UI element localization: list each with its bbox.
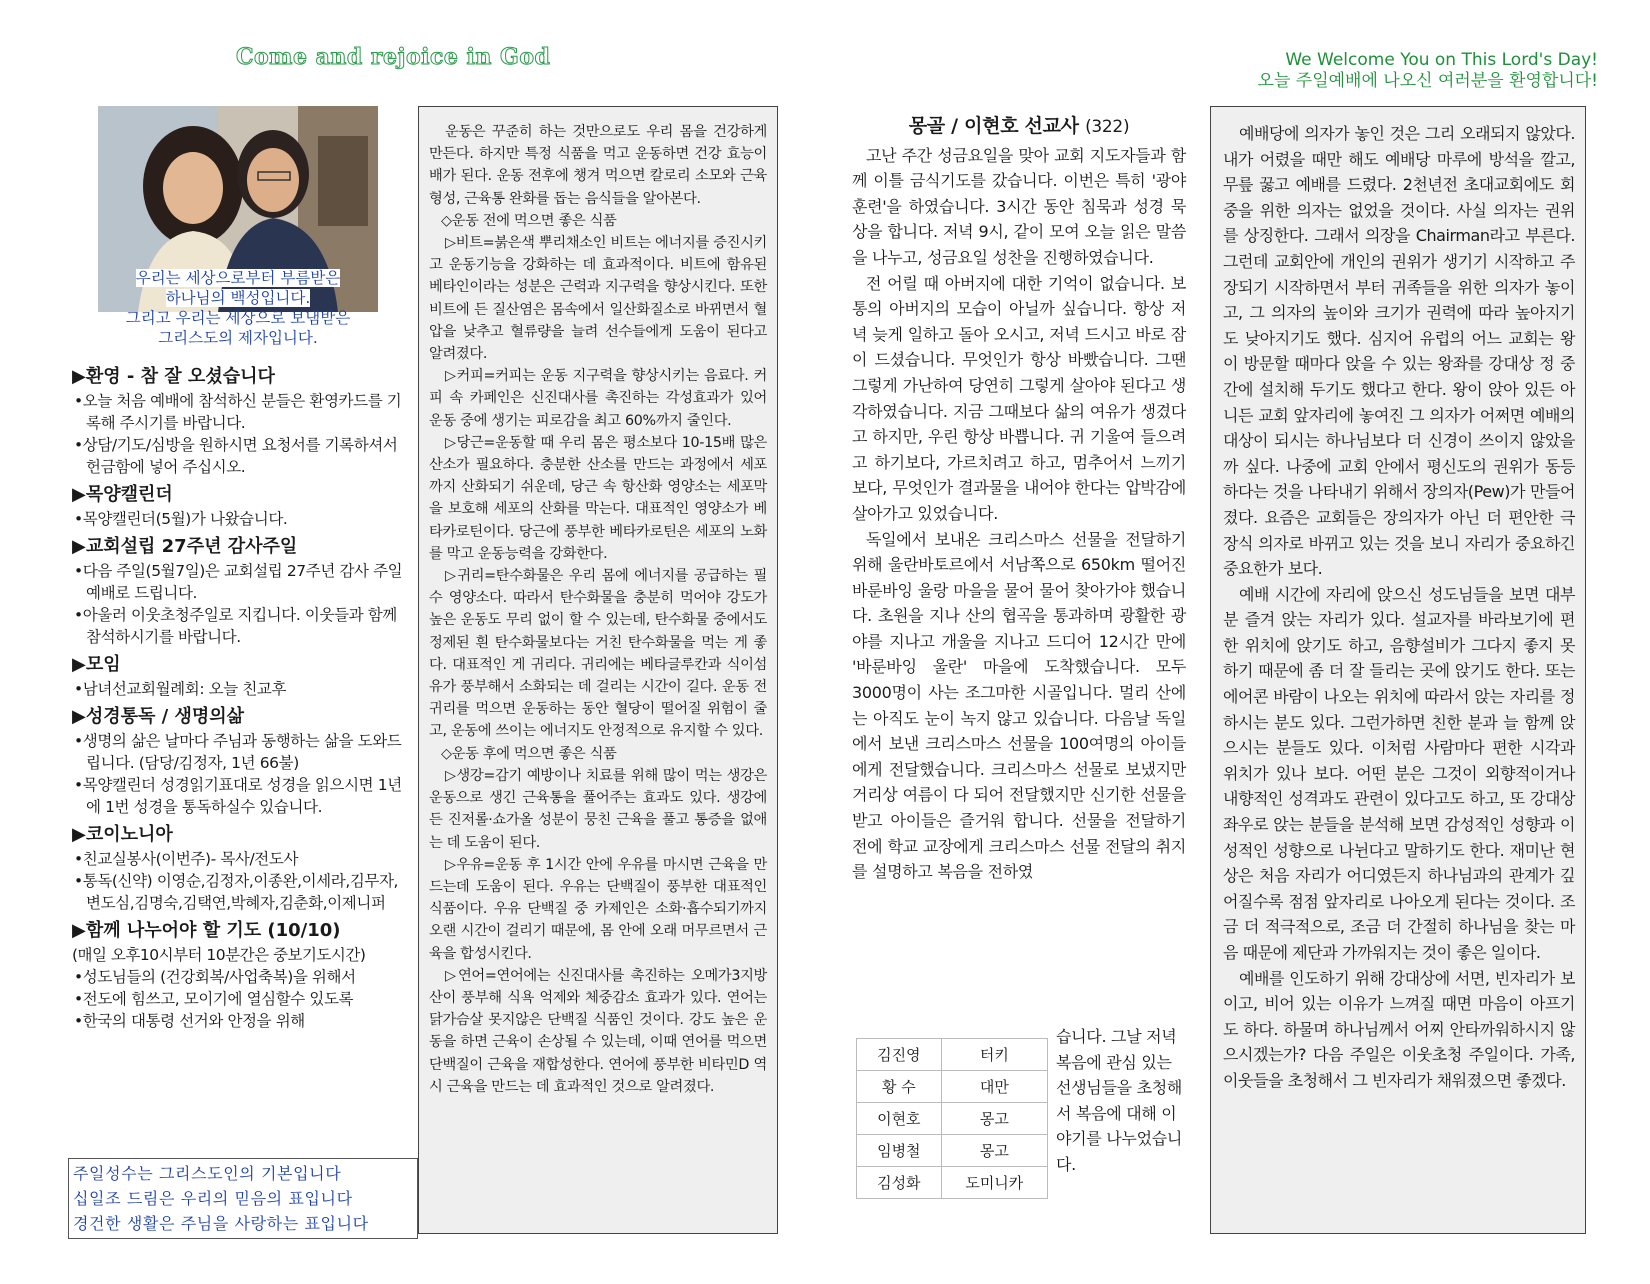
announcement-item: •아울러 이웃초청주일로 지킵니다. 이웃들과 함께 참석하시기를 바랍니다. <box>74 606 397 646</box>
article-subheading: ◇운동 후에 먹으면 좋은 식품 <box>441 745 617 762</box>
announcement-item: •상담/기도/심방을 원하시면 요청서를 기록하셔서 헌금함에 넣어 주십시오. <box>74 436 398 476</box>
announcements <box>72 360 412 1032</box>
article-paragraph: ▷생강=감기 예방이나 치료를 위해 많이 먹는 생강은 운동으로 생긴 근육통을 풀어주는 효과도 있다. 생강에 든 진저롤·쇼가올 성분이 뭉친 근육을 풀고 통증을 없애는 데 도움이 된다. <box>429 767 767 851</box>
article-paragraph: ▷커피=커피는 운동 지구력을 향상시키는 음료다. 커피 속 카페인은 신진대사를 촉진하는 각성효과가 있어 운동 중에 생기는 피로감을 최고 60%까지 줄인다. <box>429 368 767 429</box>
article-paragraph: 운동은 꾸준히 하는 것만으로도 우리 몸을 건강하게 만든다. 하지만 특정 식품을 먹고 운동하면 건강 효능이 배가 된다. 운동 전후에 챙겨 먹으면 칼로리 소모와 근육 형성, 근육통 완화를 돕는 음식들을 알아본다. <box>429 124 767 207</box>
mission-number: (322) <box>1085 117 1130 137</box>
mission-title-text: 몽골 / 이현호 선교사 <box>908 115 1079 137</box>
announcement-item: •생명의 삶은 날마다 주님과 동행하는 삶을 도와드립니다. (담당/김정자, 1년 66불) <box>74 732 402 772</box>
article-paragraph: ▷우유=운동 후 1시간 안에 우유를 마시면 근육을 만드는데 도움이 된다. 우유는 단백질이 풍부한 대표적인 식품이다. 우유 단백질 중 카제인은 소화·흡수되기까지 오랜 시간이 걸리기 때문에, 몸 안에 오래 머무르면서 근육을 합성시킨다. <box>429 856 767 962</box>
food-article-box <box>418 106 778 1234</box>
mission-paragraph: 전 어릴 때 아버지에 대한 기억이 없습니다. 보통의 아버지의 모습이 아닐까 싶습니다. 항상 저녁 늦게 일하고 돌아 오시고, 저녁 드시고 바로 잠이 드셨습니다. 무엇인가 항상 바빴습니다. 그땐 그렇게 가난하여 당연히 그렇게 살아야 된다고 생각하였습니다. 지금 그때보다 삶의 여유가 생겼다고 하지만, 우린 항상 바쁩니다. 귀 기울여 들으려고 하기보다, 가르치려고 하고, 멈추어서 느끼기 보다, 무엇인가 결과물을 내어야 한다는 압박감에 살아가고 있었습니다. <box>852 273 1186 523</box>
missionary-country: 도미니카 <box>941 1167 1047 1199</box>
table-row <box>857 1071 1048 1103</box>
welcome-header <box>1258 50 1598 92</box>
mission-paragraph-end: 습니다. 그날 저녁 복음에 관심 있는 선생님들을 초청해서 복음에 대해 이야기를 나누었습니다. <box>1056 1027 1183 1174</box>
missionary-name: 황 수 <box>857 1071 942 1103</box>
prayer-item: •한국의 대통령 선거와 안정을 위해 <box>74 1012 305 1030</box>
caption-line-3: 그리고 우리는 세상으로 보냄받은 <box>125 309 351 327</box>
missionary-name: 김진영 <box>857 1039 942 1071</box>
mission-report <box>852 114 1186 885</box>
caption-line-1: 우리는 세상으로부터 부름받은 <box>135 269 341 287</box>
motto-line-1: 주일성수는 그리스도인의 기본입니다 <box>73 1164 342 1183</box>
bible-heading: ▶성경통독 / 생명의삶 <box>72 706 245 727</box>
welcome-english: We Welcome You on This Lord's Day! <box>1285 50 1598 70</box>
article-paragraph: ▷비트=붉은색 뿌리채소인 비트는 에너지를 증진시키고 운동기능을 강화하는 데 효과적이다. 비트에 함유된 베타인이라는 성분은 근력과 지구력을 향상시킨다. 또한 비트에 든 질산염은 몸속에서 일산화질소로 바뀌면서 혈압을 낮추고 혈류량을 늘려 선수들에게 도움이 된다고 알려졌다. <box>429 235 767 363</box>
article-paragraph: ▷귀리=탄수화물은 우리 몸에 에너지를 공급하는 필수 영양소다. 따라서 탄수화물을 충분히 먹어야 강도가 높은 운동도 무리 없이 할 수 있는데, 탄수화물 중에서도 정제된 흰 탄수화물보다는 거친 탄수화물을 먹는 게 좋다. 대표적인 게 귀리다. 귀리에는 베타글루칸과 식이섬유가 풍부해서 소화되는 데 걸리는 시간이 길다. 운동 전 귀리를 먹으면 운동하는 동안 혈당이 떨어질 위험이 줄고, 운동에 쓰이는 에너지도 안정적으로 유지할 수 있다. <box>429 568 767 740</box>
announcement-item: •다음 주일(5월7일)은 교회설립 27주년 감사 주일예배로 드립니다. <box>74 562 403 602</box>
article-paragraph: ▷당근=운동할 때 우리 몸은 평소보다 10-15배 많은 산소가 필요하다. 충분한 산소를 만드는 과정에서 세포까지 산화되기 쉬운데, 당근 속 항산화 영양소는 세포막을 보호해 세포의 산화를 막는다. 대표적인 영양소가 베타카로틴이다. 당근에 풍부한 베타카로틴은 세포의 노화를 막고 운동능력을 강화한다. <box>429 434 767 562</box>
prayer-item: •성도님들의 (건강회복/사업축복)을 위해서 <box>74 968 356 986</box>
column-paragraph: 예배를 인도하기 위해 강대상에 서면, 빈자리가 보이고, 비어 있는 이유가 느껴질 때면 마음이 아프기도 하다. 하물며 하나님께서 어찌 안타까워하시지 않으시겠는가? 다음 주일은 이웃초청 주일이다. 가족, 이웃들을 초청해서 그 빈자리가 채워졌으면 좋겠다. <box>1223 968 1575 1090</box>
mission-paragraph: 고난 주간 성금요일을 맞아 교회 지도자들과 함께 이틀 금식기도를 갔습니다. 이번은 특히 '광야훈련'을 하였습니다. 3시간 동안 침묵과 성경 묵상을 합니다. 저녁 9시, 같이 모여 오늘 읽은 말씀을 나누고, 성금요일 성찬을 진행하였습니다. <box>852 145 1186 267</box>
announcement-item: •통독(신약) 이영순,김정자,이종완,이세라,김무자,변도심,김명숙,김택연,박혜자,김춘화,이제니퍼 <box>74 872 399 912</box>
pastor-column-box <box>1210 106 1586 1234</box>
anniversary-heading: ▶교회설립 27주년 감사주일 <box>72 536 298 557</box>
welcome-heading: ▶환영 - 참 잘 오셨습니다 <box>72 366 275 387</box>
missionary-country: 몽고 <box>941 1135 1047 1167</box>
missionary-name: 임병철 <box>857 1135 942 1167</box>
missionary-country: 터키 <box>941 1039 1047 1071</box>
table-row <box>857 1039 1048 1071</box>
page-title-left: Come and rejoice in God <box>236 44 551 70</box>
missionary-country: 대만 <box>941 1071 1047 1103</box>
caption-line-2: 하나님의 백성입니다. <box>165 289 311 307</box>
welcome-korean: 오늘 주일예배에 나오신 여러분을 환영합니다! <box>1257 71 1598 91</box>
mission-paragraph: 독일에서 보내온 크리스마스 선물을 전달하기 위해 울란바토르에서 서남쪽으로 650km 떨어진 바룬바잉 울랑 마을을 물어 물어 찾아가야 했습니다. 초원을 지나 산의 협곡을 통과하며 광활한 광야를 지나고 개울을 지나고 드디어 12시간 만에 '바룬바잉 울란' 마을에 도착했습니다. 모두 3000명이 사는 조그마한 시골입니다. 멀리 산에는 아직도 눈이 녹지 않고 있습니다. 다음날 독일에서 보낸 크리스마스 선물을 100여명의 아이들에게 전달했습니다. 크리스마스 선물로 보냈지만 거리상 여름이 다 되어 전달했지만 신기한 선물을 받고 아이들은 즐거워 합니다. 선물을 전달하기 전에 학교 교장에게 크리스마스 선물 전달의 취지를 설명하고 복음을 전하였 <box>852 529 1186 882</box>
announcement-item: •남녀선교회월례회: 오늘 친교후 <box>74 680 287 698</box>
koinonia-heading: ▶코이노니아 <box>72 824 173 845</box>
motto-line-3: 경건한 생활은 주님을 사랑하는 표입니다 <box>73 1214 369 1233</box>
announcement-item: •친교실봉사(이번주)- 목사/전도사 <box>74 850 299 868</box>
missionary-name: 김성화 <box>857 1167 942 1199</box>
missionary-country: 몽고 <box>941 1103 1047 1135</box>
caption-line-4: 그리스도의 제자입니다. <box>158 329 318 347</box>
table-row <box>857 1103 1048 1135</box>
missionary-name: 이현호 <box>857 1103 942 1135</box>
prayer-note: (매일 오후10시부터 10분간은 중보기도시간) <box>72 946 366 964</box>
prayer-heading: ▶함께 나누어야 할 기도 (10/10) <box>72 920 341 941</box>
column-paragraph: 예배 시간에 자리에 앉으신 성도님들을 보면 대부분 즐겨 앉는 자리가 있다. 설교자를 바라보기에 편한 위치에 앉기도 하고, 음향설비가 그다지 좋지 못하기 때문에 좀 더 잘 들리는 곳에 앉기도 한다. 또는 에어콘 바람이 나오는 위치에 따라서 앉는 자리를 정하시는 분도 있다. 그런가하면 친한 분과 늘 함께 앉으시는 분들도 있다. 이처럼 사람마다 편한 시각과 위치가 있나 보다. 어떤 분은 그것이 외향적이거나 내향적인 성격과도 관련이 있다고도 하고, 또 강대상 좌우로 앉는 분들을 분석해 보면 감성적인 성향과 이성적인 성향으로 나뉜다고 말하기도 한다. 재미난 현상은 처음 자리가 어디였든지 하나님과의 관계가 깊어질수록 점점 앞자리로 나아오게 된다는 것이다. 조금 더 적극적으로, 조금 더 간절히 하나님을 찾는 마음 때문에 제단과 가까워지는 것이 좋은 일이다. <box>1223 584 1576 962</box>
motto-box <box>68 1158 418 1239</box>
calendar-heading: ▶목양캘린더 <box>72 484 173 505</box>
motto-line-2: 십일조 드림은 우리의 믿음의 표입니다 <box>73 1189 353 1208</box>
announcement-item: •목양캘린더 성경읽기표대로 성경을 읽으시면 1년에 1번 성경을 통독하실수 있습니다. <box>74 776 402 816</box>
article-paragraph: ▷연어=연어에는 신진대사를 촉진하는 오메가3지방산이 풍부해 식욕 억제와 체중감소 효과가 있다. 연어는 닭가슴살 못지않은 단백질 식품인 것이다. 강도 높은 운동을 하면 근육이 손상될 수 있는데, 이때 연어를 먹으면 단백질이 근육을 재합성한다. 연어에 풍부한 비타민D 역시 근육을 만드는 데 효과적인 것으로 알려졌다. <box>429 967 767 1095</box>
column-paragraph: 예배당에 의자가 놓인 것은 그리 오래되지 않았다. 내가 어렸을 때만 해도 예배당 마루에 방석을 깔고, 무릎 꿇고 예배를 드렸다. 2천년전 초대교회에도 회중을 위한 의자는 없었을 것이다. 사실 의자는 권위를 상징한다. 그래서 의장을 Chairman라고 부른다. 그런데 교회안에 개인의 권위가 생기기 시작하고 주장되기 시작하면서 부터 귀족들을 위한 의자가 놓이고, 그 의자의 높이와 크기가 권력에 따라 높아지기도 낮아지기도 했다. 심지어 유럽의 어느 교회는 왕이 방문할 때마다 앉을 수 있는 왕좌를 강대상 정 중간에 설치해 두기도 했다고 한다. 왕이 앉아 있든 아니든 교회 앞자리에 놓여진 그 의자가 어쩌면 예배의 대상이 되시는 하나님보다 더 신경이 쓰이지 않았을까 싶다. 나중에 교회 안에서 평신도의 권위가 동등하다는 것을 나타내기 위해서 장의자(Pew)가 만들어졌다. 요즘은 교회들은 장의자가 아닌 더 편안한 극장식 의자로 바뀌고 있는 것을 보니 자리가 중요하긴 중요한가 보다. <box>1223 124 1575 579</box>
prayer-item: •전도에 힘쓰고, 모이기에 열심할수 있도록 <box>74 990 354 1008</box>
announcement-item: •목양캘린더(5월)가 나왔습니다. <box>74 510 288 528</box>
article-subheading: ◇운동 전에 먹으면 좋은 식품 <box>441 212 617 229</box>
photo-caption <box>98 268 378 348</box>
mission-title <box>852 114 1186 141</box>
announcement-item: •오늘 처음 예배에 참석하신 분들은 환영카드를 기록해 주시기를 바랍니다. <box>74 392 402 432</box>
table-row <box>857 1135 1048 1167</box>
meeting-heading: ▶모임 <box>72 654 121 675</box>
missionary-table <box>856 1038 1048 1199</box>
table-row <box>857 1167 1048 1199</box>
